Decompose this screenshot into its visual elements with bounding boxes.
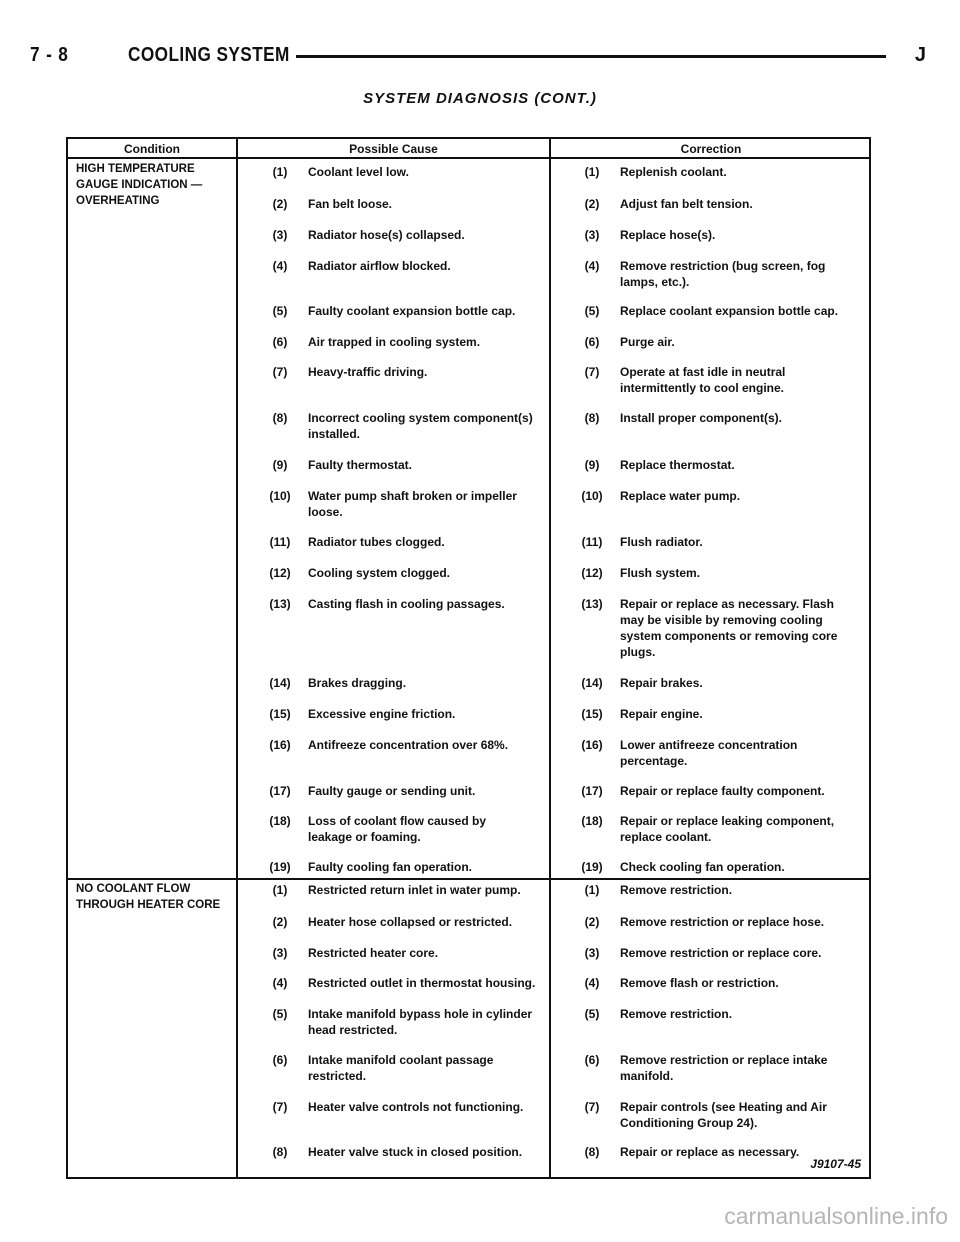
correction-number: (11) [581, 535, 603, 549]
correction-text [620, 258, 868, 290]
correction-text [620, 457, 868, 473]
cause-text [308, 1144, 544, 1160]
correction-number: (13) [581, 597, 603, 611]
cause-text [308, 488, 544, 520]
cause-line: Water pump shaft broken or impeller [308, 489, 517, 503]
correction-line: Flush radiator. [620, 535, 703, 549]
cause-line: head restricted. [308, 1023, 398, 1037]
cause-line: Intake manifold coolant passage [308, 1053, 494, 1067]
correction-number: (5) [584, 1007, 600, 1021]
correction-line: Repair controls (see Heating and Air [620, 1100, 827, 1114]
correction-text [620, 1052, 868, 1084]
cause-number: (4) [272, 976, 288, 990]
cause-line: Air trapped in cooling system. [308, 335, 481, 349]
correction-text [620, 1006, 868, 1022]
correction-number: (19) [581, 860, 603, 874]
page-header [26, 44, 936, 72]
correction-number: (7) [584, 1100, 600, 1114]
correction-text [620, 364, 868, 396]
correction-line: Adjust fan belt tension. [620, 197, 753, 211]
cause-line: installed. [308, 427, 361, 441]
column-header-cause: Possible Cause [349, 142, 438, 156]
correction-text [620, 488, 868, 504]
correction-text [620, 227, 868, 243]
cause-number: (18) [269, 814, 291, 828]
cause-text [308, 457, 544, 473]
cause-line: Brakes dragging. [308, 676, 407, 690]
cause-text [308, 534, 544, 550]
correction-number: (6) [584, 335, 600, 349]
section-title: COOLING SYSTEM [128, 44, 290, 66]
cause-number: (10) [269, 489, 291, 503]
correction-line: intermittently to cool engine. [620, 381, 785, 395]
cause-text [308, 596, 544, 612]
correction-line: Remove restriction (bug screen, fog [620, 259, 826, 273]
correction-text [620, 945, 868, 961]
correction-line: Remove restriction or replace core. [620, 946, 822, 960]
correction-number: (5) [584, 304, 600, 318]
correction-line: Lower antifreeze concentration [620, 738, 798, 752]
correction-line: Repair or replace faulty component. [620, 784, 825, 798]
cause-line: Incorrect cooling system component(s) [308, 411, 533, 425]
cause-line: Faulty coolant expansion bottle cap. [308, 304, 516, 318]
cause-line: Casting flash in cooling passages. [308, 597, 505, 611]
cause-number: (2) [272, 197, 288, 211]
condition-line: HIGH TEMPERATURE [76, 163, 195, 175]
cause-text [308, 975, 544, 991]
correction-number: (17) [581, 784, 603, 798]
cause-text [308, 1006, 544, 1038]
correction-line: Replenish coolant. [620, 165, 727, 179]
cause-text [308, 945, 544, 961]
correction-number: (2) [584, 197, 600, 211]
correction-line: Repair or replace as necessary. [620, 1145, 800, 1159]
condition-line: THROUGH HEATER CORE [76, 899, 221, 911]
cause-text [308, 364, 544, 380]
correction-line: Conditioning Group 24). [620, 1116, 758, 1130]
cause-line: Faulty thermostat. [308, 458, 413, 472]
cause-number: (3) [272, 946, 288, 960]
correction-line: Replace thermostat. [620, 458, 735, 472]
column-header-condition: Condition [124, 142, 180, 156]
cause-number: (6) [272, 335, 288, 349]
correction-number: (6) [584, 1053, 600, 1067]
correction-text [620, 534, 868, 550]
cause-number: (4) [272, 259, 288, 273]
cause-line: Heater hose collapsed or restricted. [308, 915, 513, 929]
cause-number: (7) [272, 1100, 288, 1114]
cause-number: (19) [269, 860, 291, 874]
correction-text [620, 1144, 868, 1160]
cause-number: (8) [272, 1145, 288, 1159]
cause-line: Restricted heater core. [308, 946, 439, 960]
header-divider [68, 157, 869, 159]
correction-text [620, 783, 868, 799]
cause-number: (1) [272, 165, 288, 179]
correction-line: percentage. [620, 754, 688, 768]
correction-text [620, 737, 868, 769]
correction-line: Repair or replace as necessary. Flash [620, 597, 834, 611]
cause-text [308, 914, 544, 930]
cause-line: leakage or foaming. [308, 830, 421, 844]
diagnosis-table [66, 137, 871, 1179]
column-header-correction: Correction [680, 142, 742, 156]
correction-number: (18) [581, 814, 603, 828]
correction-text [620, 914, 868, 930]
cause-number: (1) [272, 883, 288, 897]
cause-line: restricted. [308, 1069, 367, 1083]
cause-text [308, 706, 544, 722]
cause-text [308, 565, 544, 581]
cause-number: (6) [272, 1053, 288, 1067]
correction-line: Remove restriction. [620, 1007, 733, 1021]
correction-line: lamps, etc.). [620, 275, 690, 289]
cause-text [308, 1052, 544, 1084]
correction-text [620, 334, 868, 350]
correction-text [620, 410, 868, 426]
correction-line: Replace water pump. [620, 489, 741, 503]
condition-line: GAUGE INDICATION — [76, 179, 203, 191]
cause-line: Loss of coolant flow caused by [308, 814, 487, 828]
cause-number: (12) [269, 566, 291, 580]
correction-text [620, 675, 868, 691]
cause-text [308, 196, 544, 212]
cause-text [308, 227, 544, 243]
correction-number: (8) [584, 1145, 600, 1159]
cause-number: (2) [272, 915, 288, 929]
correction-line: Flush system. [620, 566, 701, 580]
correction-line: Install proper component(s). [620, 411, 783, 425]
correction-number: (2) [584, 915, 600, 929]
correction-number: (7) [584, 365, 600, 379]
cause-text [308, 737, 544, 753]
correction-text [620, 706, 868, 722]
correction-text [620, 975, 868, 991]
correction-number: (15) [581, 707, 603, 721]
cause-line: Restricted return inlet in water pump. [308, 883, 521, 897]
correction-number: (1) [584, 165, 600, 179]
correction-text [620, 196, 868, 212]
cause-text [308, 813, 544, 845]
correction-line: Remove flash or restriction. [620, 976, 779, 990]
correction-line: manifold. [620, 1069, 674, 1083]
correction-line: Replace hose(s). [620, 228, 716, 242]
cause-line: Excessive engine friction. [308, 707, 456, 721]
column-divider [236, 139, 238, 1177]
header-rule [296, 55, 886, 58]
correction-line: plugs. [620, 645, 656, 659]
figure-id: J9107-45 [810, 1157, 861, 1171]
cause-number: (17) [269, 784, 291, 798]
cause-line: Antifreeze concentration over 68%. [308, 738, 509, 752]
cause-text [308, 783, 544, 799]
cause-number: (8) [272, 411, 288, 425]
correction-text [620, 303, 868, 319]
cause-text [308, 675, 544, 691]
cause-line: Radiator tubes clogged. [308, 535, 445, 549]
condition-line: NO COOLANT FLOW [76, 883, 191, 895]
correction-number: (16) [581, 738, 603, 752]
cause-line: Radiator airflow blocked. [308, 259, 451, 273]
correction-text [620, 813, 868, 845]
cause-line: Heavy-traffic driving. [308, 365, 428, 379]
cause-line: Cooling system clogged. [308, 566, 451, 580]
manual-letter: J [914, 44, 926, 66]
group-divider [68, 878, 869, 880]
cause-text [308, 882, 544, 898]
correction-number: (4) [584, 976, 600, 990]
correction-line: Repair brakes. [620, 676, 703, 690]
correction-number: (12) [581, 566, 603, 580]
correction-line: Replace coolant expansion bottle cap. [620, 304, 839, 318]
correction-number: (14) [581, 676, 603, 690]
correction-text [620, 1099, 868, 1131]
cause-text [308, 334, 544, 350]
correction-line: Remove restriction or replace hose. [620, 915, 825, 929]
cause-number: (5) [272, 1007, 288, 1021]
cause-line: Faulty gauge or sending unit. [308, 784, 476, 798]
cause-number: (5) [272, 304, 288, 318]
page-subtitle: SYSTEM DIAGNOSIS (CONT.) [363, 90, 597, 107]
watermark-text: carmanualsonline.info [724, 1203, 948, 1229]
cause-number: (11) [269, 535, 291, 549]
correction-number: (9) [584, 458, 600, 472]
column-divider [549, 139, 551, 1177]
cause-text [308, 410, 544, 442]
cause-number: (14) [269, 676, 291, 690]
cause-text [308, 258, 544, 274]
correction-line: Remove restriction. [620, 883, 733, 897]
page-number: 7 - 8 [30, 44, 69, 66]
cause-line: Fan belt loose. [308, 197, 393, 211]
correction-number: (8) [584, 411, 600, 425]
cause-line: Heater valve stuck in closed position. [308, 1145, 523, 1159]
correction-number: (3) [584, 946, 600, 960]
correction-text [620, 882, 868, 898]
cause-number: (16) [269, 738, 291, 752]
cause-number: (9) [272, 458, 288, 472]
cause-line: Radiator hose(s) collapsed. [308, 228, 465, 242]
correction-number: (3) [584, 228, 600, 242]
correction-line: Operate at fast idle in neutral [620, 365, 786, 379]
correction-text [620, 565, 868, 581]
correction-number: (1) [584, 883, 600, 897]
correction-text [620, 859, 868, 875]
cause-line: Faulty cooling fan operation. [308, 860, 473, 874]
correction-number: (10) [581, 489, 603, 503]
cause-number: (13) [269, 597, 291, 611]
correction-line: system components or removing core [620, 629, 838, 643]
cause-text [308, 859, 544, 875]
condition-cell [76, 881, 236, 913]
correction-number: (4) [584, 259, 600, 273]
cause-text [308, 164, 544, 180]
correction-text [620, 596, 868, 660]
correction-line: may be visible by removing cooling [620, 613, 823, 627]
condition-cell [76, 161, 236, 209]
condition-line: OVERHEATING [76, 195, 160, 207]
correction-line: Repair engine. [620, 707, 703, 721]
cause-text [308, 1099, 544, 1115]
cause-number: (15) [269, 707, 291, 721]
cause-line: Intake manifold bypass hole in cylinder [308, 1007, 533, 1021]
correction-line: Repair or replace leaking component, [620, 814, 835, 828]
cause-line: Coolant level low. [308, 165, 409, 179]
cause-line: Heater valve controls not functioning. [308, 1100, 524, 1114]
cause-number: (3) [272, 228, 288, 242]
cause-line: loose. [308, 505, 343, 519]
cause-line: Restricted outlet in thermostat housing. [308, 976, 536, 990]
correction-text [620, 164, 868, 180]
correction-line: Purge air. [620, 335, 675, 349]
correction-line: replace coolant. [620, 830, 712, 844]
correction-line: Check cooling fan operation. [620, 860, 785, 874]
cause-number: (7) [272, 365, 288, 379]
cause-text [308, 303, 544, 319]
correction-line: Remove restriction or replace intake [620, 1053, 828, 1067]
